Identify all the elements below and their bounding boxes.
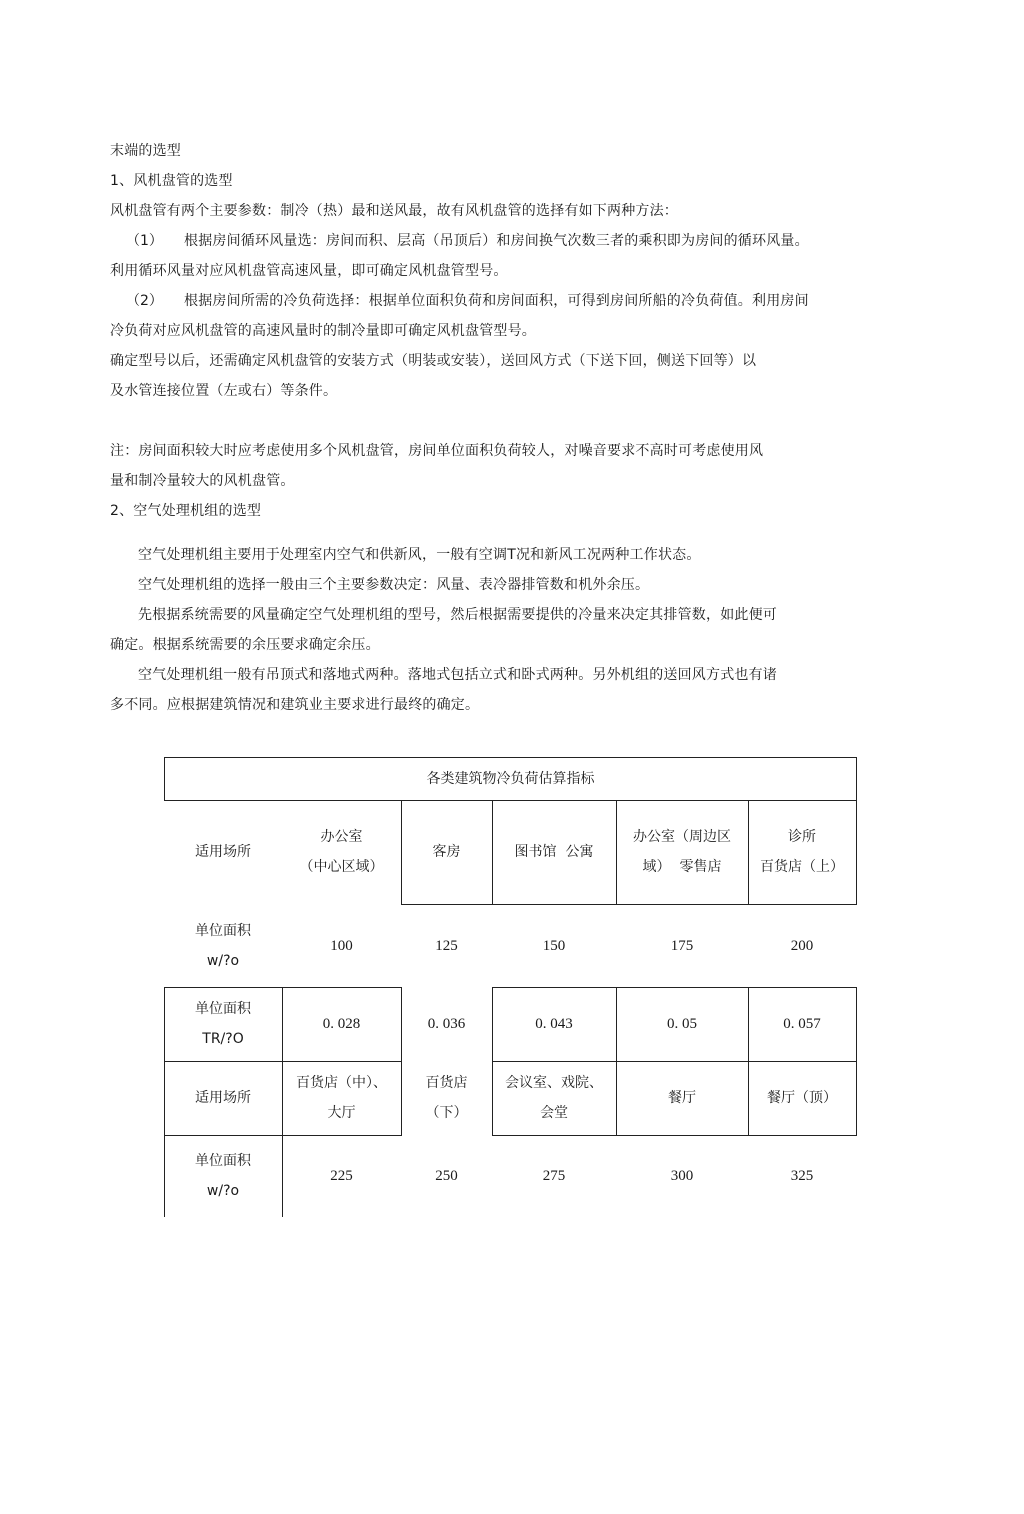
paragraph: 确定。根据系统需要的余压要求确定余压。 xyxy=(110,637,380,653)
heading-air-handling: 2、空气处理机组的选型 xyxy=(110,503,262,519)
paragraph: 空气处理机组主要用于处理室内空气和供新风，一般有空调T况和新风工况两种工作状态。 xyxy=(138,547,701,563)
table-cell: 会议室、戏院、 会堂 xyxy=(505,1075,603,1121)
table-cell: 175 xyxy=(670,937,694,954)
paragraph: 先根据系统需要的风量确定空气处理机组的型号，然后根据需要提供的冷量来决定其排管数，如此便可 xyxy=(138,607,777,623)
list-number: （2） xyxy=(126,293,163,309)
table-cell: 325 xyxy=(790,1168,814,1184)
table-cell: 单位面积 TR/?O xyxy=(195,1001,251,1047)
list-number: （1） xyxy=(126,233,163,249)
table-cell: 诊所 百货店（上） xyxy=(760,829,844,875)
table-cell: 百货店（中）、 大厅 xyxy=(296,1075,387,1121)
paragraph: 及水管连接位置（左或右）等条件。 xyxy=(110,383,338,399)
table-cell: 125 xyxy=(435,937,458,954)
table-cell: 办公室 （中心区域） xyxy=(299,829,384,875)
table-cell: 275 xyxy=(542,1168,566,1184)
table-cell: 225 xyxy=(330,1168,353,1184)
table-cell: 百货店 （下） xyxy=(425,1075,468,1121)
paragraph: 多不同。应根据建筑情况和建筑业主要求进行最终的确定。 xyxy=(110,697,480,713)
note: 注：房间面积较大时应考虑使用多个风机盘管，房间单位面积负荷较人，对噪音要求不高时可考虑使用风 xyxy=(110,443,764,459)
paragraph: 空气处理机组一般有吊顶式和落地式两种。落地式包括立式和卧式两种。另外机组的送回风方式也有诸 xyxy=(138,667,777,683)
table-cell: 0. 043 xyxy=(535,1016,573,1032)
table-cell: 250 xyxy=(435,1168,458,1184)
section-title: 末端的选型 xyxy=(110,143,181,159)
table-cell: 0. 036 xyxy=(427,1016,466,1032)
table-cell: 适用场所 xyxy=(195,844,251,860)
table-cell: 300 xyxy=(670,1168,694,1184)
table-cell: 餐厅 xyxy=(668,1090,696,1106)
heading-fan-coil: 1、风机盘管的选型 xyxy=(110,173,233,189)
paragraph: 冷负荷对应风机盘管的高速风量时的制冷量即可确定风机盘管型号。 xyxy=(110,323,536,339)
table-cell: 单位面积 w/?o xyxy=(195,1153,251,1199)
paragraph: 根据房间循环风量选：房间而积、层高（吊顶后）和房间换气次数三者的乘积即为房间的循环风量。 xyxy=(184,233,809,249)
table-cell: 150 xyxy=(542,937,566,954)
paragraph: 空气处理机组的选择一般由三个主要参数决定：风量、表冷器排管数和机外余压。 xyxy=(138,577,650,593)
paragraph: 根据房间所需的冷负荷选择：根据单位面积负荷和房间面积，可得到房间所船的冷负荷值。利用房间 xyxy=(184,293,809,309)
table-cell: 图书馆 公寓 xyxy=(514,844,594,860)
table-cell: 0. 028 xyxy=(322,1016,361,1032)
table-cell: 100 xyxy=(330,937,353,954)
table-cell: 客房 xyxy=(432,844,461,860)
table-cell: 200 xyxy=(790,937,814,954)
table-cell: 单位面积 w/?o xyxy=(195,922,251,969)
paragraph: 确定型号以后，还需确定风机盘管的安装方式（明装或安装），送回风方式（下送下回，侧送下回等）以 xyxy=(110,353,757,369)
table-cell: 办公室（周边区 域） 零售店 xyxy=(633,829,731,875)
table-cell: 餐厅（顶） xyxy=(767,1090,837,1106)
note: 量和制冷量较大的风机盘管。 xyxy=(110,473,295,489)
paragraph: 利用循环风量对应风机盘管高速风量，即可确定风机盘管型号。 xyxy=(110,263,508,279)
table-title: 各类建筑物冷负荷估算指标 xyxy=(426,770,595,787)
table-cell: 0. 05 xyxy=(667,1016,697,1032)
table-cell: 0. 057 xyxy=(783,1016,821,1032)
paragraph: 风机盘管有两个主要参数：制冷（热）最和送风最，故有风机盘管的选择有如下两种方法： xyxy=(110,203,678,219)
table-cell: 适用场所 xyxy=(195,1090,251,1106)
